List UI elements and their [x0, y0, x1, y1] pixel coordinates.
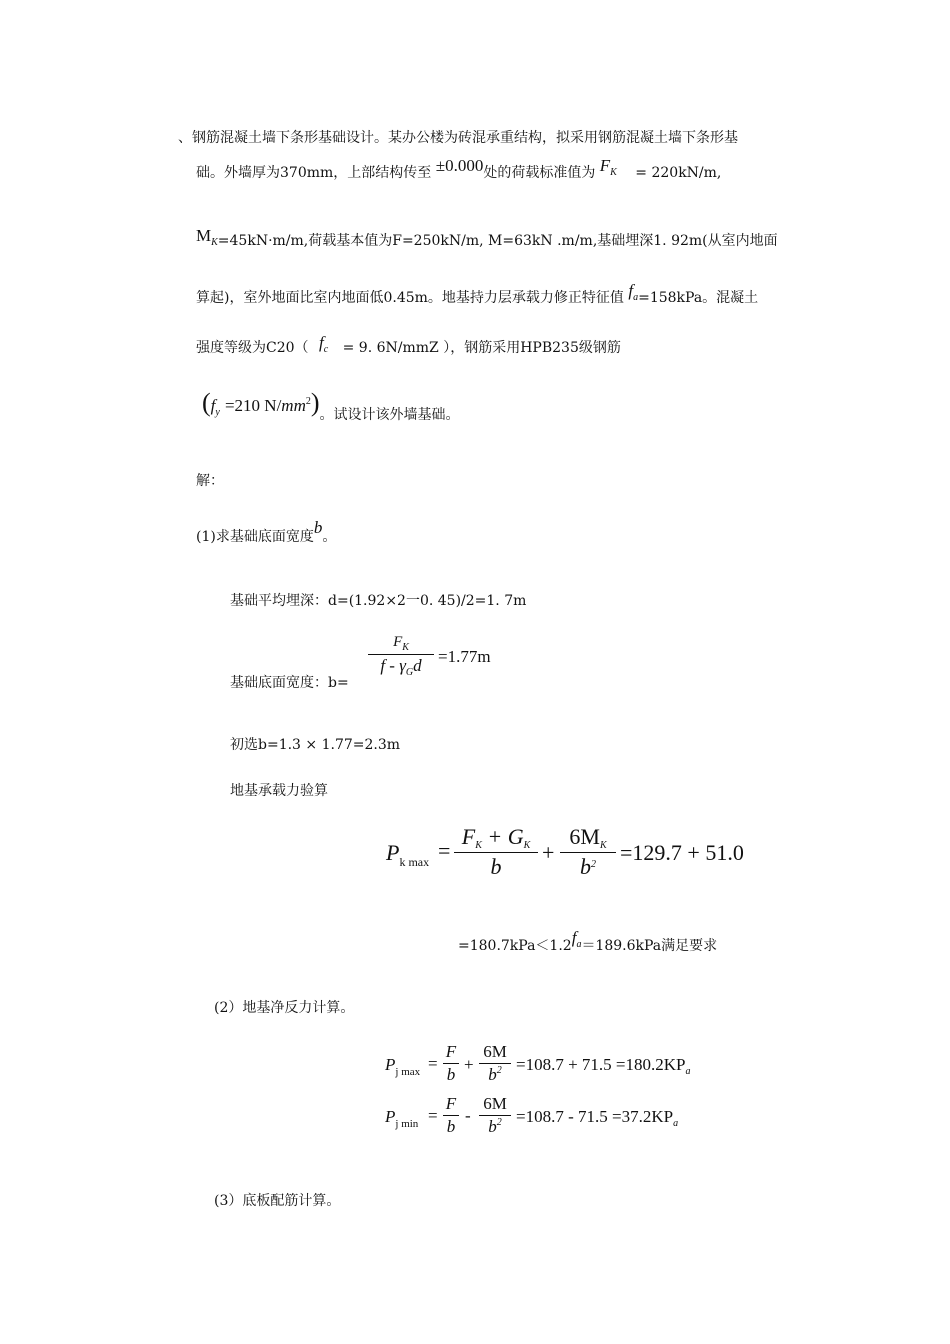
step1-title: (1)求基础底面宽度b。: [196, 518, 337, 545]
pk-result: =129.7 + 51.0: [620, 840, 744, 865]
pm-zero: ±0.000: [435, 156, 484, 175]
pk-check-line: $=180.7kPa<1.2f_a=189.6kPa$满足要求: [458, 928, 718, 954]
pjmin-symbol: $P_{j min}$: [385, 1107, 419, 1130]
solution-label: 解：: [196, 473, 224, 489]
width-label: 基础底面宽度：b=: [230, 675, 349, 691]
pk-fraction-2: $6M_K$ $b^2$: [560, 824, 616, 880]
problem-line-2: 础。外墙厚为370mm，上部结构传至 ±0.000处的荷载标准值为 $F_K = 220kN/m$,: [196, 156, 722, 181]
pk-fraction-1: $F_K + G_K$ b: [454, 824, 538, 880]
step3-title: (3）底板配筋计算。: [214, 1193, 341, 1209]
check-title: 地基承载力验算: [230, 783, 328, 799]
problem-line-6: ($f_y =210$ $N/mm^2$)。试设计该外墙基础。: [202, 388, 460, 423]
fa-symbol: $f_a$: [628, 281, 639, 303]
step2-title: (2）地基净反力计算。: [214, 1000, 355, 1016]
problem-line-4: 算起)，室外地面比室内地面低0.45m。地基持力层承载力修正特征值 $f_a=158kPa$。混凝土: [196, 281, 759, 306]
pjmax-result: $=108.7 + 71.5 =180.2KP_a$: [516, 1055, 691, 1077]
problem-line-1: 、钢筋混凝土墙下条形基础设计。某办公楼为砖混承重结构，拟采用钢筋混凝土墙下条形基: [178, 130, 738, 146]
avg-depth: 基础平均埋深：d=(1.92×2一0. 45)/2=1. 7m: [230, 593, 527, 609]
fy-symbol: $f_y$: [210, 396, 220, 418]
pjmin-result: $=108.7 - 71.5 =37.2KP_a$: [516, 1107, 679, 1129]
document-page: 、钢筋混凝土墙下条形基础设计。某办公楼为砖混承重结构，拟采用钢筋混凝土墙下条形基 础。外墙厚为370mm，上部结构传至 ±0.000处的荷载标准值为 $F_K = 220kN/m$, $M_K=45kN\cdot m/m$,荷载基本值为F=250kN/m, M=63kN .m/m,基础埋深1. 92m(从室内地面 算起)，室外地面比室内地面低0.45m。地基持力层承载力修正特征值 $f_a=158kPa$。混凝土 强度等级为C20（ $f_c = 9$. 6N/mmZ ），钢筋采用HPB235级钢筋 ($f_y =210$ $N/mm^2$)。试设计该外墙基础。 解： (1)求基础底面宽度b。 基础平均埋深：d=(1.92×2一0. 45)/2=1. 7m 基础底面宽度：b= $F_K$ f - $\gamma_Gd$ =1.77m 初选b=1.3 × 1.77=2.3m 地基承载力验算 $P_{k max}$ = $F_K + G_K$ b + $6M_K$ $b^2$ =129.7 + 51.0 $=180.7kPa<1.2f_a=189.6kPa$满足要求 (2）地基净反力计算。 $P_{j max}$ = F b + 6M $b^2$ $=108.7 + 71.5 =180.2KP_a$ $P_{j min}$ = F b - 6M $b^2$ $=108.7 - 71.5 =37.2KP_a$ (3）底板配筋计算。: [0, 0, 950, 1344]
pkmax-symbol: $P_{k max}$: [386, 840, 430, 869]
fk-symbol: $F_K$: [599, 156, 617, 178]
mk-symbol: $M_K$: [196, 226, 218, 248]
width-fraction: $F_K$ f - $\gamma_Gd$: [368, 634, 434, 678]
initial-width: 初选b=1.3 × 1.77=2.3m: [230, 737, 401, 753]
width-result: =1.77m: [438, 647, 491, 666]
pjmax-symbol: $P_{j max}$: [385, 1055, 421, 1078]
problem-line-5: 强度等级为C20（ $f_c = 9$. 6N/mmZ ），钢筋采用HPB235级钢筋: [196, 333, 621, 356]
fc-symbol: $f_c$: [318, 333, 329, 355]
problem-line-3: $M_K=45kN\cdot m/m$,荷载基本值为F=250kN/m, M=63kN .m/m,基础埋深1. 92m(从室内地面: [196, 226, 778, 249]
